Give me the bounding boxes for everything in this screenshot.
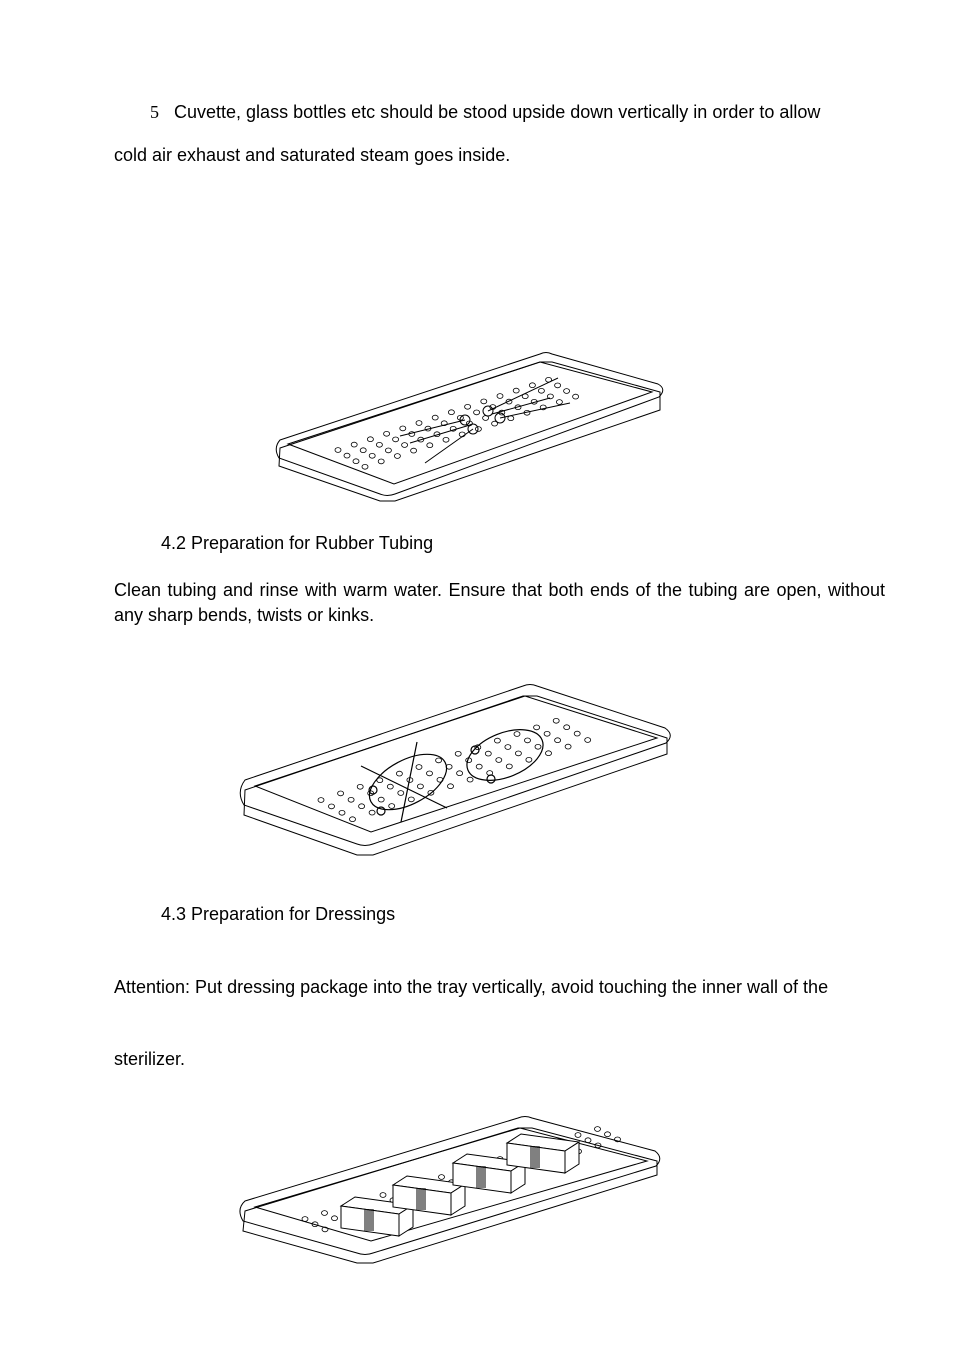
tray-hole xyxy=(335,448,341,453)
tray-hole xyxy=(506,764,512,769)
attention-line2: sterilizer. xyxy=(114,1049,186,1069)
tray-hole xyxy=(564,725,570,730)
tray-hole xyxy=(398,791,404,796)
item-text-line2: cold air exhaust and saturated steam goes inside. xyxy=(114,145,511,165)
tray-hole xyxy=(378,459,384,464)
tray-hole xyxy=(369,810,375,815)
tray-hole xyxy=(546,751,552,756)
tray-hole xyxy=(360,448,366,453)
section-4-2-heading xyxy=(161,531,433,555)
tray-hole xyxy=(411,448,417,453)
tray-hole xyxy=(359,804,365,809)
tray-hole xyxy=(474,410,480,415)
tray-hole xyxy=(465,404,471,409)
tray-hole xyxy=(573,394,579,399)
tray-hole xyxy=(432,415,438,420)
tray-hole xyxy=(564,389,570,394)
tray-hole xyxy=(416,765,422,770)
tray-hole xyxy=(351,442,357,447)
tray-hole xyxy=(322,1211,328,1216)
tray-hole xyxy=(553,718,559,723)
tray-hole xyxy=(350,817,356,822)
tray-hole xyxy=(526,757,532,762)
tray-hole xyxy=(513,388,519,393)
tray-hole xyxy=(455,751,461,756)
tray-hole xyxy=(556,400,562,405)
tray-hole xyxy=(555,738,561,743)
tray-hole xyxy=(367,437,373,442)
tray-hole xyxy=(387,784,393,789)
section-number: 4.2 xyxy=(161,533,187,553)
tray-with-rubber-tubing-illustration xyxy=(233,680,673,860)
tray-hole xyxy=(494,738,500,743)
tray-hole xyxy=(380,1193,386,1198)
tray-hole xyxy=(318,798,324,803)
tray-hole xyxy=(400,426,406,431)
tray-hole xyxy=(417,784,423,789)
tray-hole xyxy=(535,744,541,749)
tray-hole xyxy=(338,791,344,796)
section-4-3-heading xyxy=(161,902,395,926)
tray-hole xyxy=(448,784,454,789)
tray-hole xyxy=(515,751,521,756)
tray-hole xyxy=(402,443,408,448)
tray-hole xyxy=(384,431,390,436)
section-title: Preparation for Rubber Tubing xyxy=(191,533,434,553)
tray-hole xyxy=(416,421,422,426)
tray-hole xyxy=(378,797,384,802)
tray-hole xyxy=(575,1133,581,1138)
tray-hole xyxy=(605,1132,611,1137)
tray-hole xyxy=(396,771,402,776)
tray-hole xyxy=(534,725,540,730)
item-5 xyxy=(150,100,820,124)
tray-with-dressing-packages-illustration xyxy=(233,1113,665,1268)
tray-hole xyxy=(385,448,391,453)
tray-hole xyxy=(595,1127,601,1132)
tray-hole xyxy=(457,771,463,776)
tray-hole xyxy=(485,751,491,756)
tray-hole xyxy=(348,797,354,802)
tray-hole xyxy=(505,745,511,750)
tray-hole xyxy=(427,771,433,776)
tray-hole xyxy=(339,810,345,815)
tray-hole xyxy=(436,758,442,763)
tray-hole xyxy=(302,1217,308,1222)
tray-hole xyxy=(332,1216,338,1221)
tray-hole xyxy=(585,738,591,743)
attention-line1: Attention: Put dressing package into the tray vertically, avoid touching the inner wall of the xyxy=(114,977,829,997)
section-4-2-body: Clean tubing and rinse with warm water. Ensure that both ends of the tubing are open, without any sharp bends, twists or kinks. xyxy=(114,580,885,625)
tray-hole xyxy=(538,388,544,393)
tray-hole xyxy=(394,454,400,459)
tray-hole xyxy=(448,410,454,415)
tray-hole xyxy=(525,738,531,743)
tray-hole xyxy=(585,1138,591,1143)
tray-hole xyxy=(476,764,482,769)
tray-hole xyxy=(408,797,414,802)
tray-hole xyxy=(389,804,395,809)
tray-hole xyxy=(514,732,520,737)
item-text-line1: Cuvette, glass bottles etc should be stood upside down vertically in order to allow xyxy=(174,102,821,122)
tray-hole xyxy=(357,784,363,789)
section-number: 4.3 xyxy=(161,904,187,924)
tray-hole xyxy=(481,399,487,404)
tray-hole xyxy=(329,804,335,809)
tray-hole xyxy=(344,453,350,458)
tray-hole xyxy=(529,383,535,388)
tray-hole xyxy=(544,731,550,736)
tray-hole xyxy=(443,437,449,442)
tray-hole xyxy=(427,443,433,448)
tray-hole xyxy=(393,437,399,442)
item-number: 5 xyxy=(150,102,159,122)
tray-hole xyxy=(467,777,473,782)
tray-hole xyxy=(496,758,502,763)
tray-hole xyxy=(362,464,368,469)
section-title: Preparation for Dressings xyxy=(191,904,396,924)
tray-hole xyxy=(497,394,503,399)
tray-hole xyxy=(565,744,571,749)
tray-hole xyxy=(369,453,375,458)
tray-hole xyxy=(555,383,561,388)
tray-hole xyxy=(353,459,359,464)
tray-with-scissors-illustration xyxy=(270,348,668,503)
tray-hole xyxy=(439,1175,445,1180)
tray-hole xyxy=(574,731,580,736)
tray-hole xyxy=(376,442,382,447)
